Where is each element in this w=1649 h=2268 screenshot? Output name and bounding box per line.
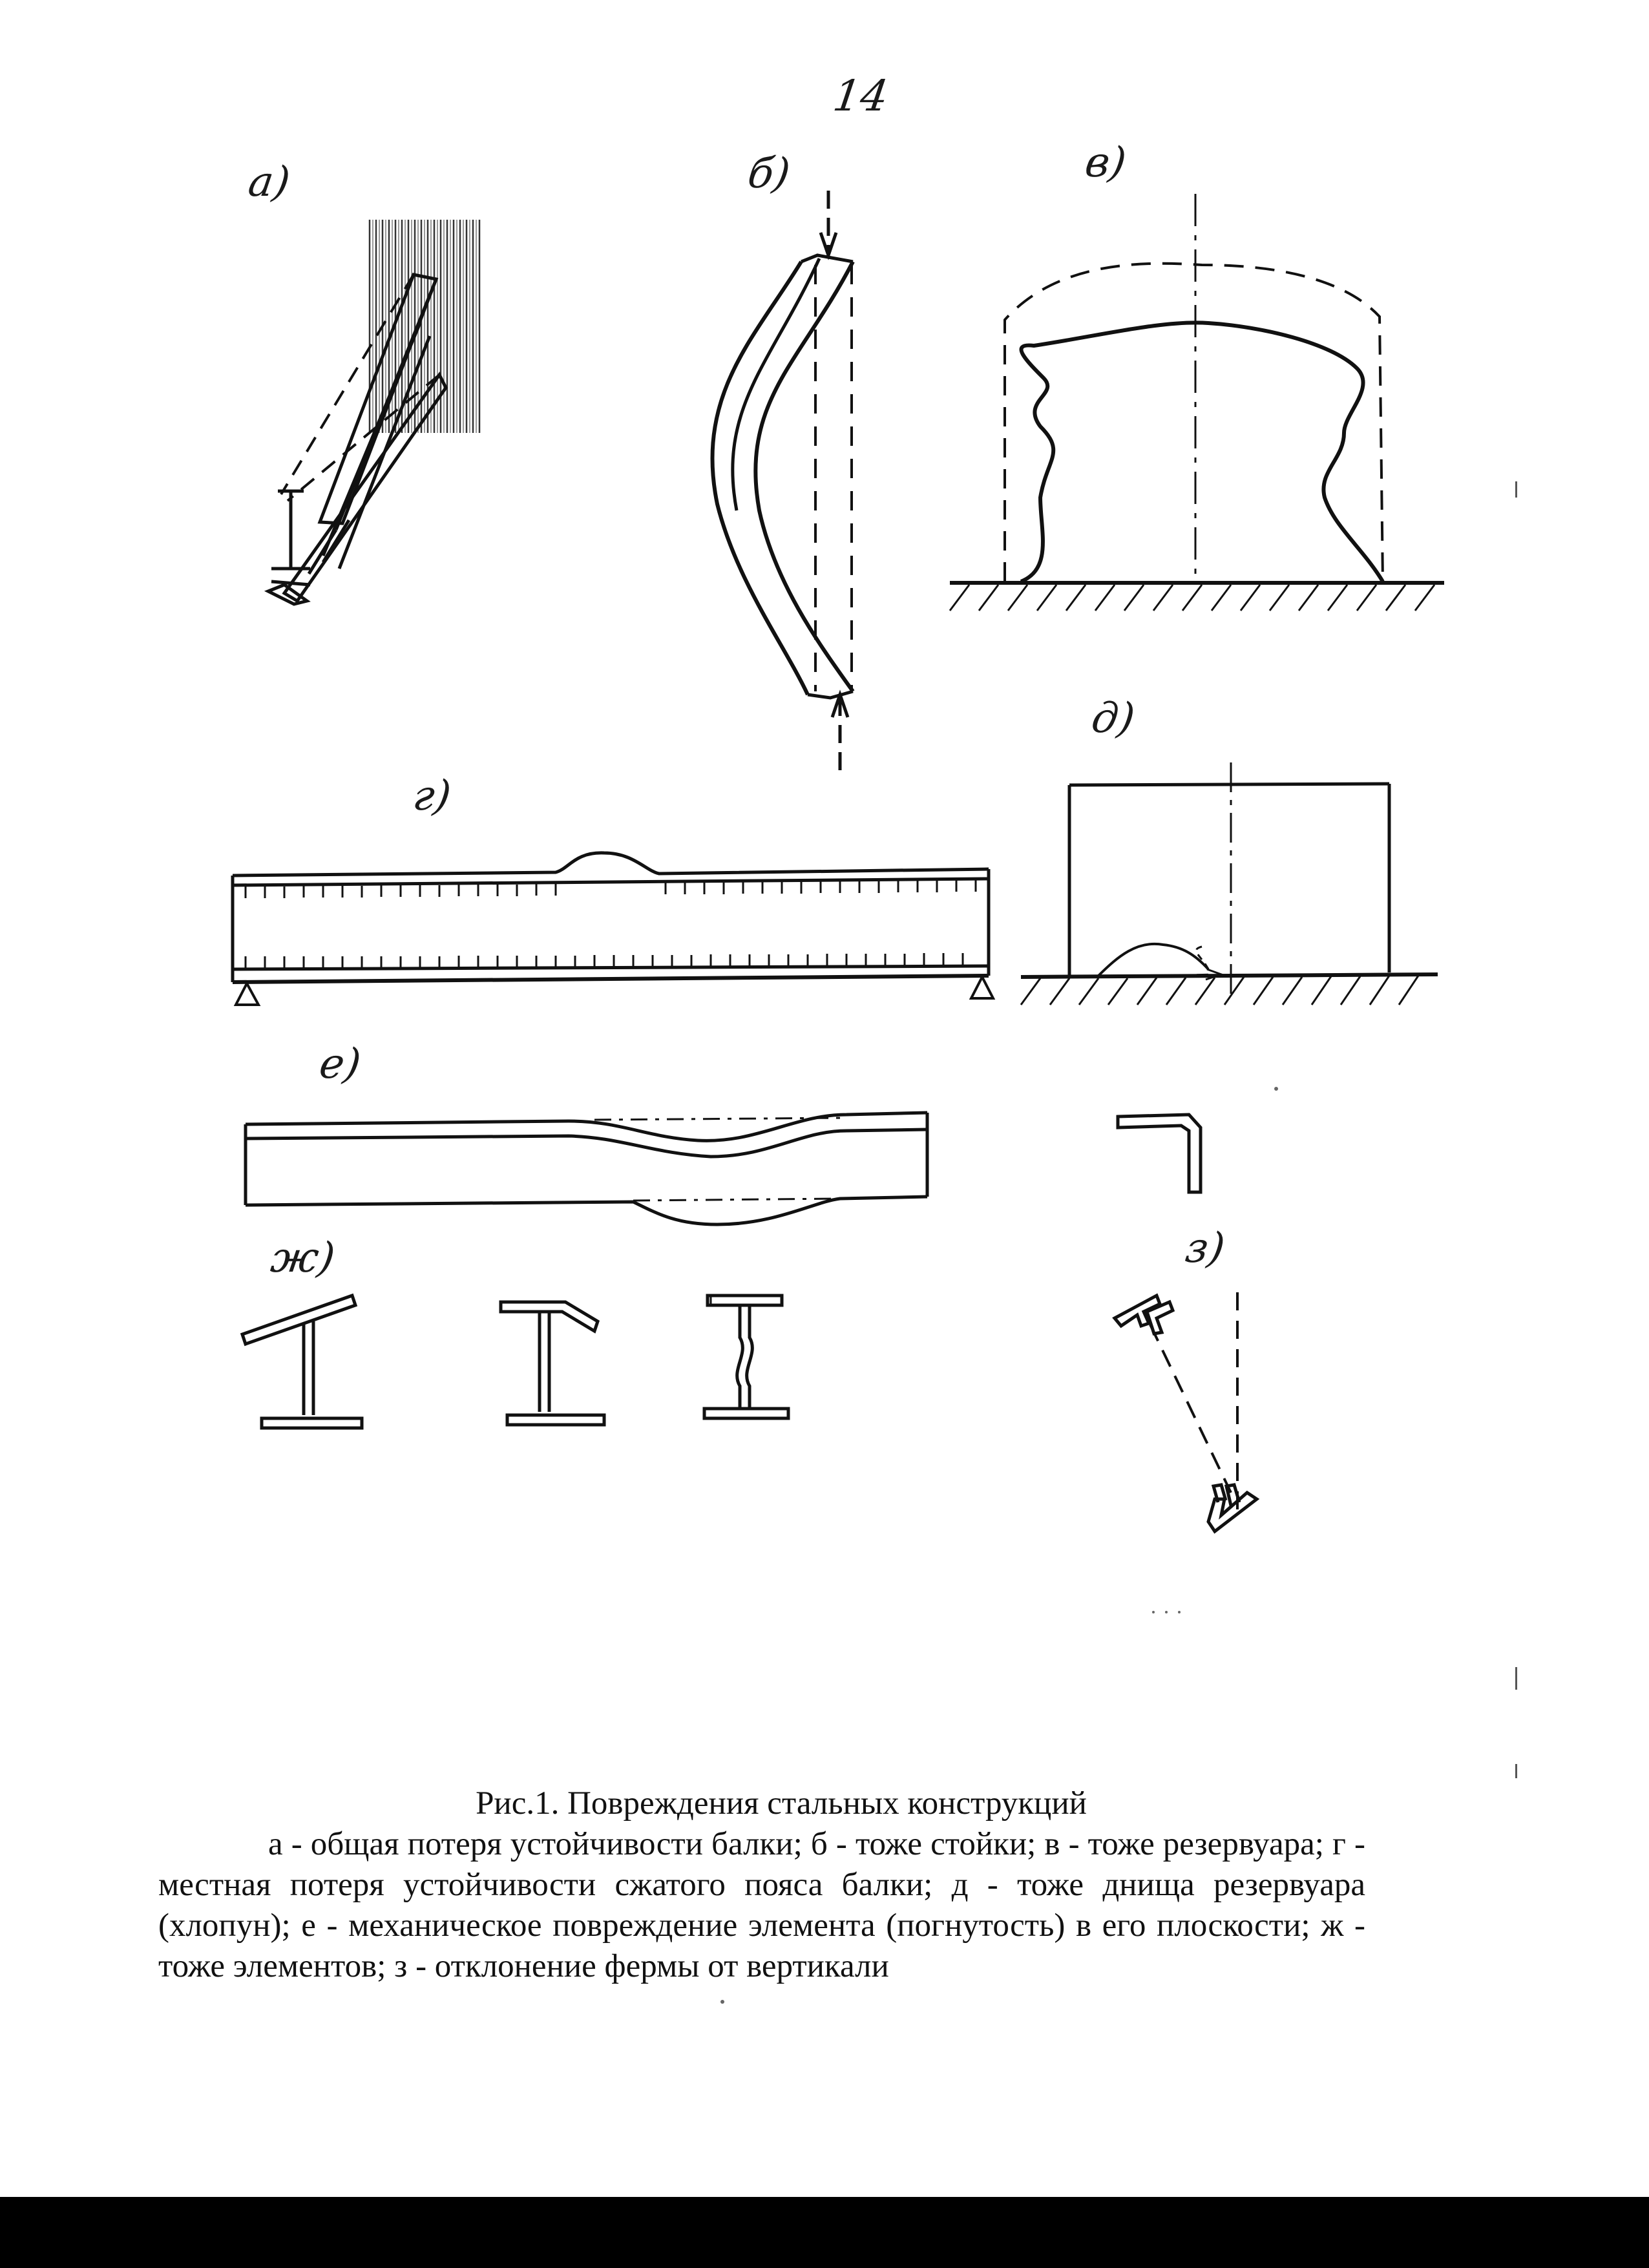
- caption-title: Рис.1. Повреждения стальных конструкций: [476, 1785, 1087, 1822]
- label-d: д): [1088, 695, 1138, 742]
- scan-bottom-border: [0, 2197, 1649, 2268]
- label-b: б): [744, 150, 793, 198]
- label-g: г): [410, 772, 454, 820]
- page-number: 14: [830, 71, 892, 121]
- label-z: з): [1182, 1224, 1228, 1272]
- label-e: е): [316, 1040, 364, 1088]
- figure-z-truss-deviation: [1115, 1115, 1257, 1531]
- caption-text: а - общая потеря устойчивости балки; б - тоже стойки; в - тоже резервуара; г - местная потеря устойчивости сжатого пояса балки; д - тоже днища резервуара (хлопун); е - механическое повреждение элемента (погнутость) в его плоскости; ж - тоже элементов; з - отклонение фермы от вертикали: [158, 1826, 1365, 1984]
- label-a: а): [245, 158, 293, 206]
- label-v: в): [1082, 139, 1129, 187]
- scan-edge-mark: [1515, 481, 1517, 498]
- figure-zh-element-damage: [242, 1296, 788, 1428]
- wall-hatch: [368, 220, 481, 433]
- figure-e-bent-element: [246, 1113, 927, 1224]
- figure-g-flange-buckling: [233, 853, 993, 1005]
- figure-a-beam-buckling: [268, 220, 481, 604]
- figure-caption: [158, 1783, 1365, 1987]
- scan-edge-mark: [1515, 1667, 1517, 1690]
- figure-d-bottom-bulge: [1021, 762, 1438, 1005]
- figure-v-tank-buckling: [950, 194, 1444, 611]
- figure-b-column-buckling: [713, 191, 854, 775]
- scan-edge-mark: [1515, 1764, 1517, 1778]
- label-zh: ж): [268, 1234, 338, 1282]
